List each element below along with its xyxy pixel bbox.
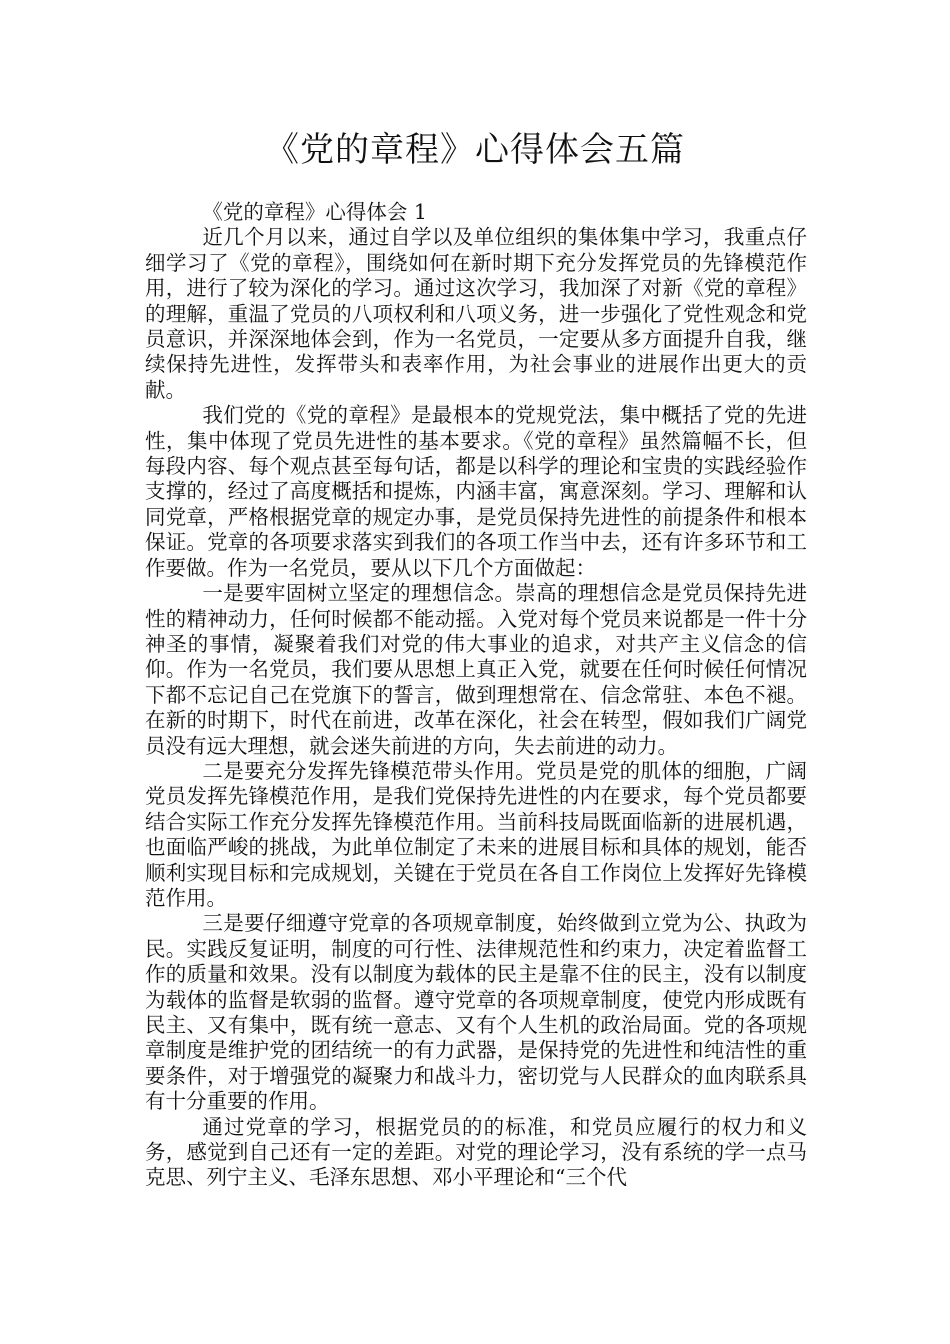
paragraph-1: 近几个月以来，通过自学以及单位组织的集体集中学习，我重点仔细学习了《党的章程》，围绕如何在新时期下充分发挥党员的先锋模范作用，进行了较为深化的学习。通过这次学习，我加深了对新《党的章程》的理解，重温了党员的八项权利和八项义务，进一步强化了党性观念和党员意识，并深深地体会到，作为一名党员，一定要从多方面提升自我，继续保持先进性，发挥带头和表率作用，为社会事业的进展作出更大的贡献。 [145, 225, 807, 402]
paragraph-5: 三是要仔细遵守党章的各项规章制度，始终做到立党为公、执政为民。实践反复证明，制度的可行性、法律规范性和约束力，决定着监督工作的质量和效果。没有以制度为载体的民主是靠不住的民主，没有以制度为载体的监督是软弱的监督。遵守党章的各项规章制度，使党内形成既有民主、又有集中，既有统一意志、又有个人生机的政治局面。党的各项规章制度是维护党的团结统一的有力武器，是保持党的先进性和纯洁性的重要条件，对于增强党的凝聚力和战斗力，密切党与人民群众的血肉联系具有十分重要的作用。 [145, 911, 807, 1114]
paragraph-3: 一是要牢固树立坚定的理想信念。崇高的理想信念是党员保持先进性的精神动力，任何时候都不能动摇。入党对每个党员来说都是一件十分神圣的事情，凝聚着我们对党的伟大事业的追求，对共产主义信念的信仰。作为一名党员，我们要从思想上真正入党，就要在任何时候任何情况下都不忘记自己在党旗下的誓言，做到理想常在、信念常驻、本色不褪。在新的时期下，时代在前进，改革在深化，社会在转型，假如我们广阔党员没有远大理想，就会迷失前进的方向，失去前进的动力。 [145, 581, 807, 758]
paragraph-2: 我们党的《党的章程》是最根本的党规党法，集中概括了党的先进性，集中体现了党员先进性的基本要求。《党的章程》虽然篇幅不长，但每段内容、每个观点甚至每句话，都是以科学的理论和宝贵的实践经验作支撑的，经过了高度概括和提炼，内涵丰富，寓意深刻。学习、理解和认同党章，严格根据党章的规定办事，是党员保持先进性的前提条件和根本保证。党章的各项要求落实到我们的各项工作当中去，还有许多环节和工作要做。作为一名党员，要从以下几个方面做起： [145, 403, 807, 580]
section-heading: 《党的章程》心得体会 1 [202, 200, 427, 224]
paragraph-4: 二是要充分发挥先锋模范带头作用。党员是党的肌体的细胞，广阔党员发挥先锋模范作用，是我们党保持先进性的内在要求，每个党员都要结合实际工作充分发挥先锋模范作用。当前科技局既面临新的进展机遇，也面临严峻的挑战，为此单位制定了未来的进展目标和具体的规划，能否顺利实现目标和完成规划，关键在于党员在各自工作岗位上发挥好先锋模范作用。 [145, 758, 807, 910]
paragraph-6: 通过党章的学习，根据党员的的标准，和党员应履行的权力和义务，感觉到自己还有一定的差距。对党的理论学习，没有系统的学一点马克思、列宁主义、毛泽东思想、邓小平理论和“三个代 [145, 1114, 807, 1190]
document-body [145, 200, 807, 1191]
document-title: 《党的章程》心得体会五篇 [265, 130, 685, 170]
